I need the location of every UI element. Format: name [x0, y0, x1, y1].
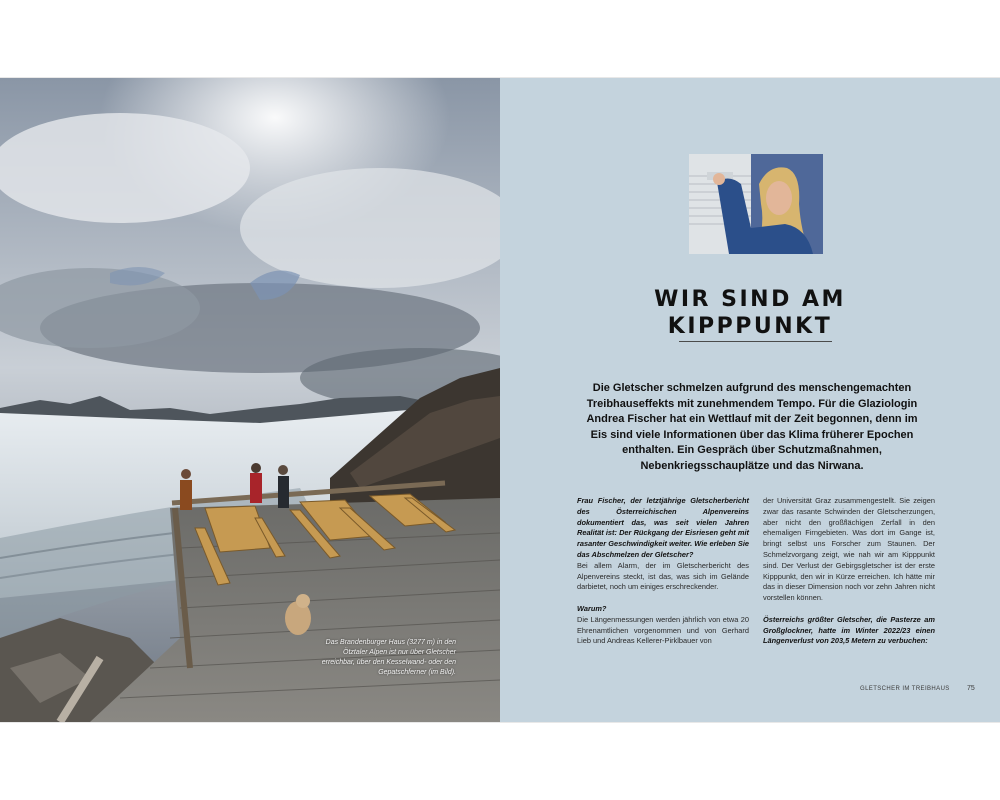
question-1: Frau Fischer, der letztjährige Gletscherbericht des Österreichischen Alpenvereins dokumentiert das, was seit vielen Jahren Realität ist: Der Rückgang der Eisriesen geht mit rasanter Geschwindigkeit weiter. Wie erleben Sie das Abschmelzen der Gletscher?: [577, 496, 749, 559]
headline-line-1: WIR SIND AM: [654, 286, 846, 312]
glacier-hut-photo: [0, 78, 500, 722]
text-column-left: [577, 496, 749, 647]
portrait-illustration: [689, 154, 823, 254]
headline-line-2: KIPPPUNKT: [667, 313, 833, 339]
article-headline: [500, 286, 1000, 340]
question-2: Warum?: [577, 603, 607, 613]
photo-caption: Das Brandenburger Haus (3277 m) in den Ötztaler Alpen ist nur über Gletscher erreichbar, über den Kesselwand- oder den Gepatschferner (im Bild).: [321, 639, 456, 676]
text-column-right: [763, 496, 935, 647]
magazine-spread: [0, 78, 1000, 722]
article-page: [500, 78, 1000, 722]
page-number: 75: [967, 685, 975, 692]
question-3: Österreichs größter Gletscher, die Pasterze am Großglockner, hatte im Winter 2022/23 einen Längenverlust von 203,5 Metern zu verbuchen:: [763, 614, 935, 646]
answer-2-continued: der Universität Graz zusammengestellt. Sie zeigen zwar das rasante Schwinden der Gletscherzungen, aber nicht den großflächigen Zerfall in den ehemaligen Firngebieten. Was dort im Gange ist, bringt selbst uns Forscher zum Staunen. Der Schmelzvorgang zeigt, wie nah wir am Kipppunkt sind. Der Verlust der Gebirgsgletscher ist der erste Kipppunkt, den wir in Kürze erreichen. Ich hätte mir das in dieser Dimension noch vor zehn Jahren nicht vorstellen können.: [763, 496, 935, 603]
answer-1: Bei allem Alarm, der im Gletscherbericht des Alpenvereins steckt, ist das, was sich im Gelände darbietet, noch um einiges erschreckender.: [577, 560, 749, 592]
article-intro: Die Gletscher schmelzen aufgrund des menschengemachten Treibhauseffekts mit zunehmendem Tempo. Für die Glaziologin Andrea Fischer hat ein Wettlauf mit der Zeit begonnen, denn im Eis sind viele Informationen über das Klima früherer Epochen enthalten. Ein Gespräch über Schutzmaßnahmen, Nebenkriegsschauplätze und das Nirwana.: [586, 382, 918, 472]
running-footer: GLETSCHER IM TREIBHAUS: [860, 686, 950, 692]
headline-divider: [679, 341, 832, 342]
answer-2: Die Längenmessungen werden jährlich von etwa 20 Ehrenamtlichen vorgenommen und von Gerhard Lieb und Andreas Kellerer-Pirklbauer von: [577, 614, 749, 646]
photo-illustration: [0, 78, 500, 722]
portrait-photo: [689, 154, 823, 254]
